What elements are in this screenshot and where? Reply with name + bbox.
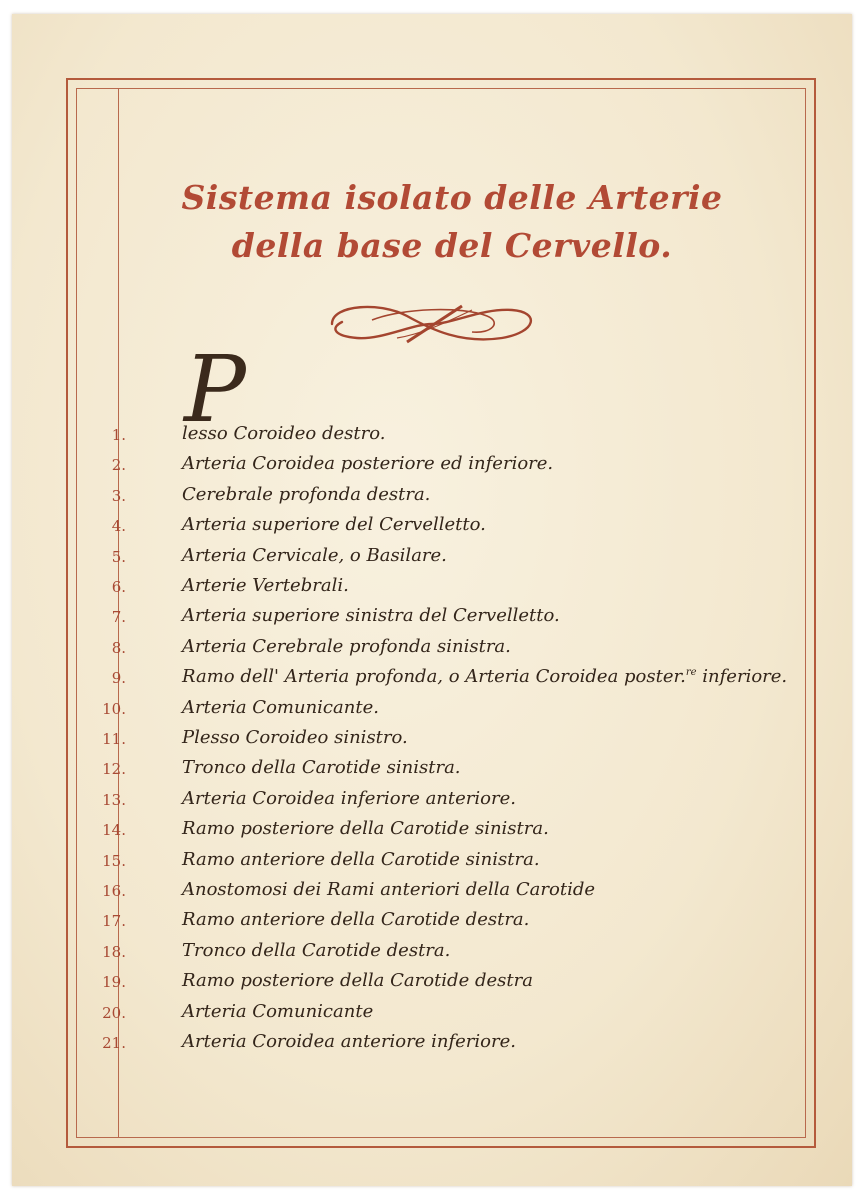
entry-text — [182, 545, 447, 566]
legend-entry — [76, 727, 816, 760]
legend-entry — [76, 757, 816, 790]
legend-entry — [76, 514, 816, 547]
legend-entry — [76, 666, 816, 699]
entry-text — [182, 514, 486, 535]
entry-number: 11. — [102, 730, 126, 748]
title-line-1: Sistema isolato delle Arterie — [181, 178, 723, 217]
entry-text-main: Anostomosi dei Rami anteriori della Carotide — [182, 879, 595, 900]
entry-text — [182, 453, 553, 474]
entry-number: 16. — [102, 882, 126, 900]
entry-text-main: Arterie Vertebrali. — [182, 575, 349, 596]
legend-entry — [76, 879, 816, 912]
entry-text — [182, 757, 461, 778]
entry-text-tail: inferiore. — [696, 666, 788, 688]
paper-sheet — [12, 14, 852, 1186]
entry-text-main: Arteria Coroidea inferiore anteriore. — [182, 787, 516, 809]
entry-text — [182, 970, 533, 991]
legend-entry — [76, 423, 816, 456]
entry-number: 7. — [111, 608, 126, 627]
legend-entry — [76, 483, 816, 517]
entry-number: 14. — [102, 821, 126, 840]
entry-text-main: Plesso Coroideo sinistro. — [182, 727, 408, 748]
legend-entry — [76, 696, 816, 730]
legend-entry — [76, 635, 816, 669]
entry-text — [182, 879, 595, 900]
title-line-2: della base del Cervello. — [231, 226, 673, 265]
entry-number: 2. — [111, 456, 126, 475]
legend-entry — [76, 453, 816, 486]
calligraphic-flourish — [312, 294, 552, 354]
entry-text-main: Arteria superiore sinistra del Cervelletto. — [182, 605, 560, 627]
entry-text-main: Arteria Comunicante — [182, 1000, 374, 1022]
entry-text-main: Arteria Coroidea anteriore inferiore. — [182, 1031, 516, 1052]
legend-entry — [76, 605, 816, 638]
decorated-initial-p: P — [184, 336, 246, 443]
entry-number: 17. — [102, 912, 126, 931]
entry-text-main: Arteria Cervicale, o Basilare. — [182, 544, 447, 566]
entry-text — [182, 727, 408, 748]
entry-text — [182, 818, 549, 839]
entry-text — [182, 605, 560, 626]
entry-text-main: Ramo anteriore della Carotide sinistra. — [182, 848, 540, 870]
entry-text-main: Ramo dell' Arteria profonda, o Arteria Coroidea poster. — [182, 666, 686, 688]
entry-text — [182, 849, 540, 870]
entry-text-main: Tronco della Carotide sinistra. — [182, 757, 461, 779]
entry-text — [182, 940, 450, 961]
entry-number: 15. — [102, 851, 126, 870]
entry-number: 18. — [102, 942, 126, 961]
legend-entry — [76, 787, 816, 821]
entry-text — [182, 1001, 373, 1022]
entry-text — [182, 1031, 516, 1052]
entry-number: 10. — [102, 699, 126, 718]
entry-number: 13. — [102, 790, 126, 809]
entry-text-main: Ramo posteriore della Carotide sinistra. — [182, 818, 549, 840]
entry-number: 6. — [111, 578, 126, 596]
entry-text-main: Arteria Comunicante. — [182, 696, 379, 718]
legend-entry — [76, 909, 816, 942]
legend-entry — [76, 848, 816, 882]
entry-text-main: Tronco della Carotide destra. — [182, 939, 451, 961]
entry-text — [182, 909, 529, 930]
entry-text-superscript: re — [685, 667, 697, 679]
legend-entry — [76, 1031, 816, 1064]
entry-text — [182, 484, 430, 505]
entry-number: 1. — [111, 426, 126, 444]
legend-entry — [76, 544, 816, 578]
entry-text — [182, 636, 511, 657]
legend-entry — [76, 939, 816, 973]
entry-text — [182, 697, 379, 718]
entry-text — [182, 788, 516, 809]
entry-number: 8. — [111, 638, 126, 657]
entry-number: 20. — [102, 1003, 126, 1022]
entry-text-main: Ramo anteriore della Carotide destra. — [182, 909, 530, 931]
entry-number: 21. — [102, 1034, 126, 1052]
entry-text — [182, 575, 349, 596]
entry-text — [182, 666, 787, 687]
entry-text-main: Arteria Coroidea posteriore ed inferiore. — [182, 453, 554, 475]
entry-number: 4. — [111, 517, 126, 536]
legend-entry — [76, 818, 816, 851]
entry-number: 12. — [102, 760, 126, 779]
entry-number: 3. — [111, 486, 126, 505]
entry-text-main: Arteria superiore del Cervelletto. — [182, 514, 486, 536]
entry-number: 19. — [102, 973, 126, 992]
entry-text — [182, 423, 385, 444]
entry-text-main: Cerebrale profonda destra. — [182, 483, 431, 505]
legend-entry — [76, 575, 816, 608]
legend-entry — [76, 1000, 816, 1034]
legend-entry — [76, 970, 816, 1003]
entry-text-main: lesso Coroideo destro. — [182, 423, 386, 444]
entry-text-main: Arteria Cerebrale profonda sinistra. — [182, 635, 511, 657]
entry-number: 5. — [111, 547, 126, 566]
entry-number: 9. — [111, 669, 126, 688]
entry-text-main: Ramo posteriore della Carotide destra — [182, 970, 533, 992]
